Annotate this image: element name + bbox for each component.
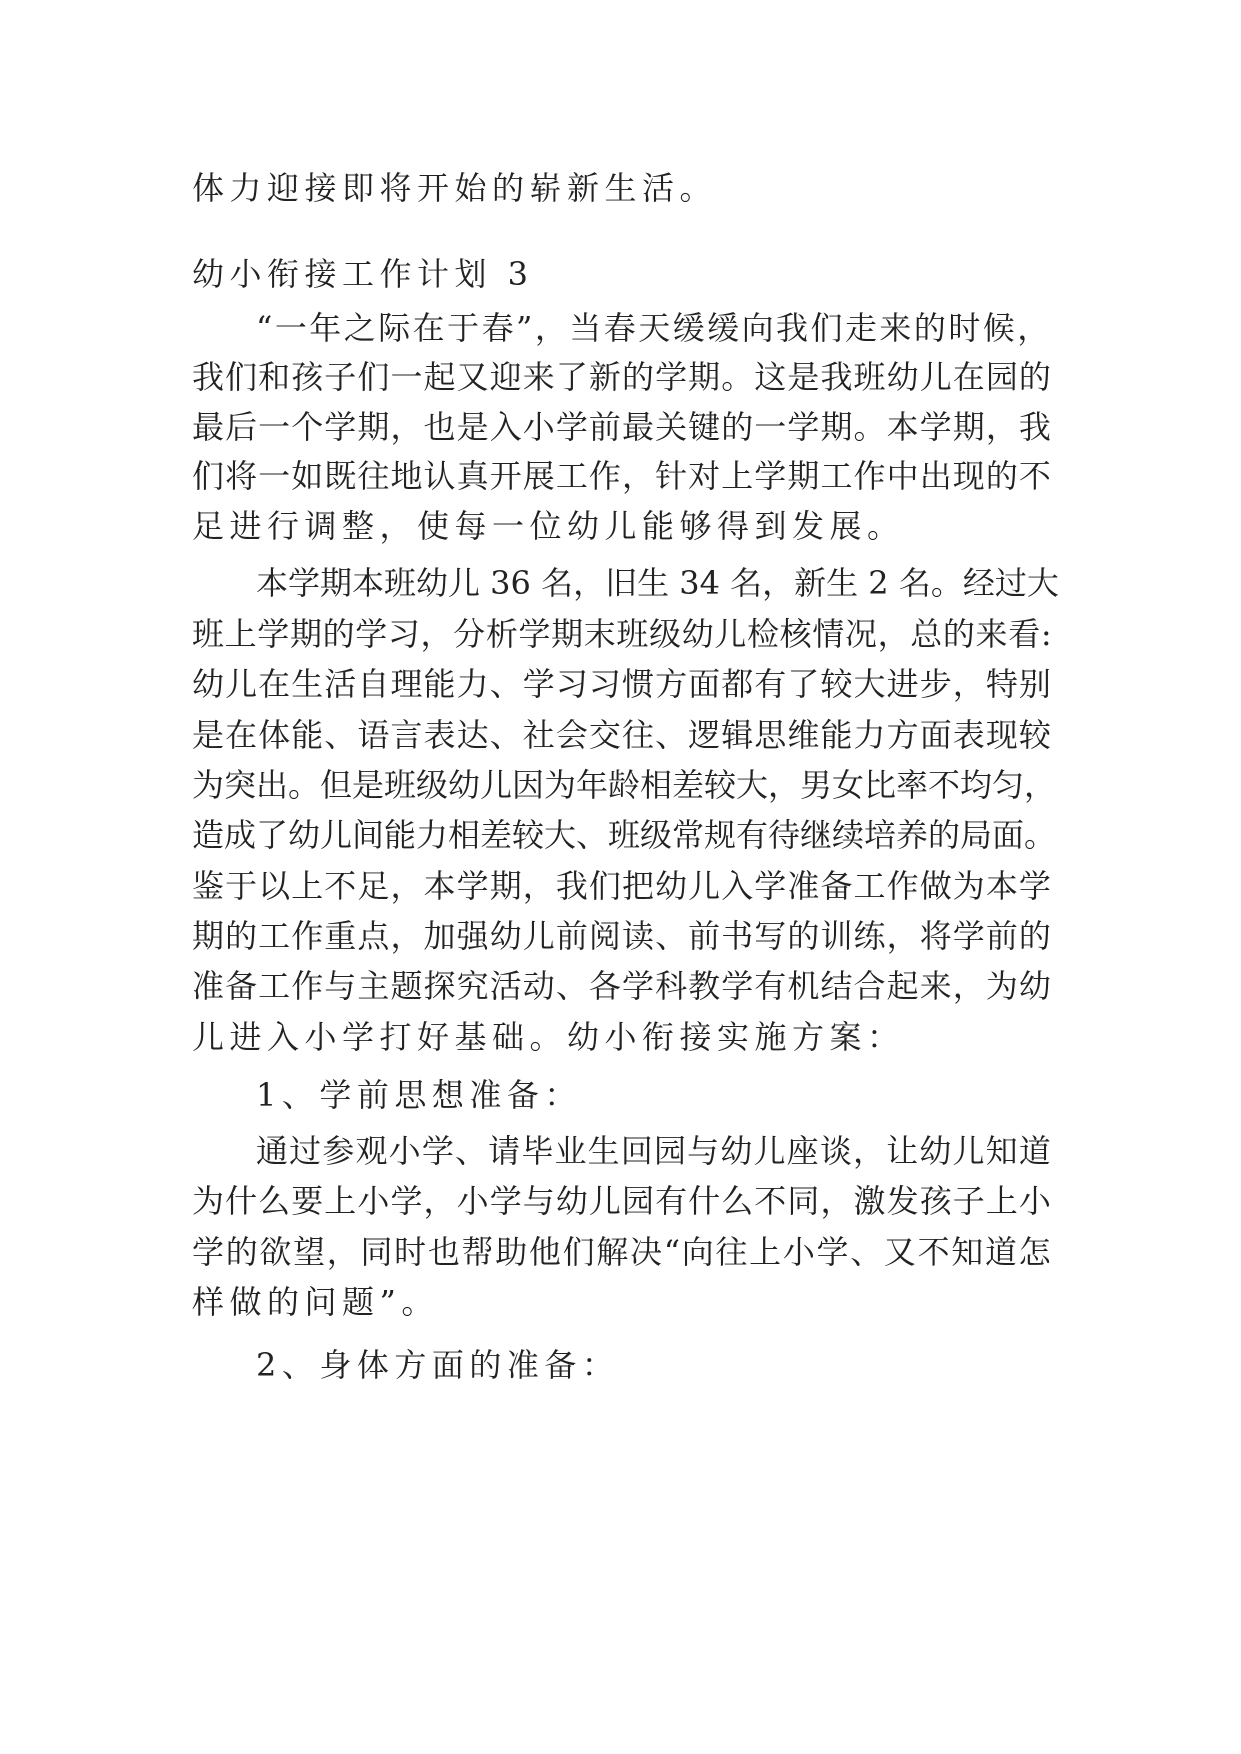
paragraph-line: 最后一个学期，也是入小学前最关键的一学期。本学期，我 bbox=[192, 408, 1053, 446]
paragraph-line: 准备工作与主题探究活动、各学科教学有机结合起来，为幼 bbox=[192, 967, 1053, 1005]
paragraph-line: 本学期本班幼儿 36 名，旧生 34 名，新生 2 名。经过大 bbox=[256, 564, 1059, 602]
list-item-heading: 2、身体方面的准备： bbox=[256, 1346, 620, 1384]
paragraph-line: 为突出。但是班级幼儿因为年龄相差较大，男女比率不均匀， bbox=[192, 766, 1057, 804]
paragraph-line: 足进行调整，使每一位幼儿能够得到发展。 bbox=[192, 507, 905, 545]
paragraph-line: 通过参观小学、请毕业生回园与幼儿座谈，让幼儿知道 bbox=[256, 1132, 1053, 1170]
paragraph-line: 我们和孩子们一起又迎来了新的学期。这是我班幼儿在园的 bbox=[192, 358, 1053, 396]
paragraph-line: 造成了幼儿间能力相差较大、班级常规有待继续培养的局面。 bbox=[192, 816, 1057, 854]
paragraph-line: “一年之际在于春”，当春天缓缓向我们走来的时候， bbox=[256, 309, 1052, 347]
paragraph-line: 是在体能、语言表达、社会交往、逻辑思维能力方面表现较 bbox=[192, 716, 1053, 754]
paragraph-line: 幼儿在生活自理能力、学习习惯方面都有了较大进步，特别 bbox=[192, 665, 1053, 703]
paragraph-line: 体力迎接即将开始的崭新生活。 bbox=[192, 169, 718, 207]
paragraph-line: 学的欲望，同时也帮助他们解决“向往上小学、又不知道怎 bbox=[192, 1233, 1053, 1271]
paragraph-line: 班上学期的学习，分析学期末班级幼儿检核情况，总的来看: bbox=[192, 615, 1053, 653]
section-heading: 幼小衔接工作计划 3 bbox=[192, 255, 534, 293]
paragraph-line: 期的工作重点，加强幼儿前阅读、前书写的训练，将学前的 bbox=[192, 917, 1053, 955]
paragraph-line: 为什么要上小学，小学与幼儿园有什么不同，激发孩子上小 bbox=[192, 1182, 1053, 1220]
paragraph-line: 们将一如既往地认真开展工作，针对上学期工作中出现的不 bbox=[192, 457, 1053, 495]
paragraph-line: 儿进入小学打好基础。幼小衔接实施方案： bbox=[192, 1018, 905, 1056]
paragraph-line: 鉴于以上不足，本学期，我们把幼儿入学准备工作做为本学 bbox=[192, 867, 1053, 905]
list-item-heading: 1、学前思想准备： bbox=[256, 1076, 582, 1114]
paragraph-line: 样做的问题”。 bbox=[192, 1283, 439, 1321]
